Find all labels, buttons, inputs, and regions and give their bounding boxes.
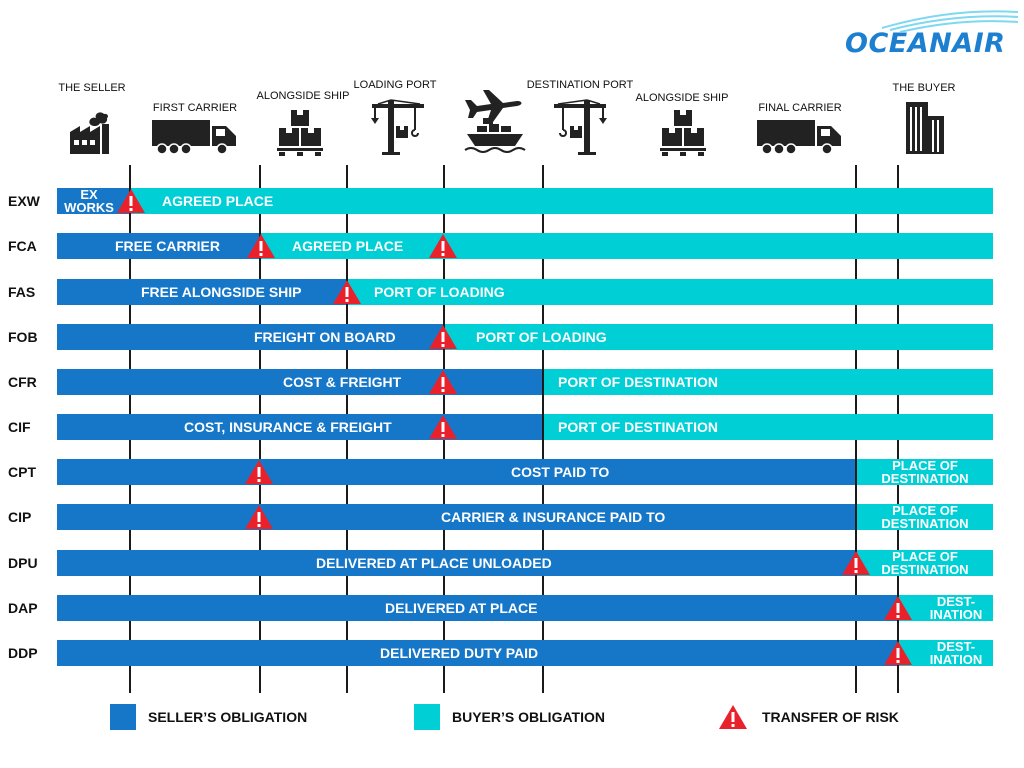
buyer-label-fas: PORT OF LOADING xyxy=(374,284,505,300)
term-code-cfr: CFR xyxy=(8,374,37,390)
seller-label-cif: COST, INSURANCE & FREIGHT xyxy=(184,419,392,435)
buyer-label-cip: PLACE OF DESTINATION xyxy=(881,503,969,531)
seller-label-exw: EX WORKS xyxy=(64,187,114,215)
risk-transfer-icon xyxy=(244,504,274,530)
buyer-label-cpt: PLACE OF DESTINATION xyxy=(881,458,969,486)
risk-transfer-icon xyxy=(428,414,458,440)
truck-icon xyxy=(150,118,240,156)
term-code-fca: FCA xyxy=(8,238,37,254)
stage-label-alongside-ship-2: ALONGSIDE SHIP xyxy=(635,92,729,104)
buyer-label-fca: AGREED PLACE xyxy=(292,238,404,254)
risk-transfer-icon xyxy=(246,233,276,259)
risk-transfer-icon xyxy=(428,324,458,350)
seller-label-fca: FREE CARRIER xyxy=(115,238,221,254)
term-code-fob: FOB xyxy=(8,329,38,345)
legend-buyer-label: BUYER’S OBLIGATION xyxy=(452,709,605,725)
seller-bar-cpt xyxy=(57,459,855,485)
legend-buyer-swatch xyxy=(414,704,440,730)
legend-risk-label: TRANSFER OF RISK xyxy=(762,709,899,725)
truck-icon xyxy=(755,118,845,156)
term-code-fas: FAS xyxy=(8,284,36,300)
seller-label-cpt: COST PAID TO xyxy=(511,464,610,480)
term-code-cif: CIF xyxy=(8,419,31,435)
factory-icon xyxy=(68,108,118,156)
risk-transfer-icon xyxy=(883,640,913,666)
buyer-label-ddp: DEST- INATION xyxy=(929,639,983,667)
seller-label-dap: DELIVERED AT PLACE xyxy=(385,600,538,616)
term-code-dap: DAP xyxy=(8,600,38,616)
term-code-cip: CIP xyxy=(8,509,32,525)
seller-label-ddp: DELIVERED DUTY PAID xyxy=(380,645,539,661)
term-code-dpu: DPU xyxy=(8,555,38,571)
seller-label-cip: CARRIER & INSURANCE PAID TO xyxy=(441,509,666,525)
seller-label-dpu: DELIVERED AT PLACE UNLOADED xyxy=(316,555,552,571)
buyer-label-cif: PORT OF DESTINATION xyxy=(558,419,718,435)
risk-transfer-icon xyxy=(428,233,458,259)
stage-label-final-carrier: FINAL CARRIER xyxy=(758,102,842,114)
port-crane-icon xyxy=(370,96,426,156)
risk-transfer-icon xyxy=(841,550,871,576)
stage-label-first-carrier: FIRST CARRIER xyxy=(152,102,238,114)
stage-label-seller: THE SELLER xyxy=(58,82,126,94)
risk-transfer-icon xyxy=(883,595,913,621)
risk-transfer-icon xyxy=(428,369,458,395)
buyer-label-exw: AGREED PLACE xyxy=(162,193,274,209)
legend-risk-icon xyxy=(718,704,748,730)
risk-transfer-icon xyxy=(332,279,362,305)
risk-transfer-icon xyxy=(116,188,146,214)
legend-seller-label: SELLER’S OBLIGATION xyxy=(148,709,308,725)
stage-label-loading-port: LOADING PORT xyxy=(353,79,437,91)
buyer-label-cfr: PORT OF DESTINATION xyxy=(558,374,718,390)
stage-label-alongside-ship: ALONGSIDE SHIP xyxy=(256,90,350,102)
risk-transfer-icon xyxy=(244,459,274,485)
term-code-cpt: CPT xyxy=(8,464,36,480)
legend-seller-swatch xyxy=(110,704,136,730)
term-code-exw: EXW xyxy=(8,193,40,209)
buyer-label-dpu: PLACE OF DESTINATION xyxy=(881,549,969,577)
seller-label-fob: FREIGHT ON BOARD xyxy=(254,329,396,345)
stage-label-destination-port: DESTINATION PORT xyxy=(526,79,634,91)
brand-logo[interactable]: OCEANAIR xyxy=(845,28,1006,59)
term-code-ddp: DDP xyxy=(8,645,38,661)
boxes-icon xyxy=(658,108,708,156)
seller-label-fas: FREE ALONGSIDE SHIP xyxy=(141,284,302,300)
stage-label-buyer: THE BUYER xyxy=(892,82,956,94)
buyer-label-dap: DEST- INATION xyxy=(929,594,983,622)
boxes-icon xyxy=(275,108,325,156)
plane-ship-icon xyxy=(463,86,527,156)
seller-label-cfr: COST & FREIGHT xyxy=(283,374,402,390)
office-building-icon xyxy=(902,98,946,156)
buyer-label-fob: PORT OF LOADING xyxy=(476,329,607,345)
port-crane-icon xyxy=(552,96,608,156)
